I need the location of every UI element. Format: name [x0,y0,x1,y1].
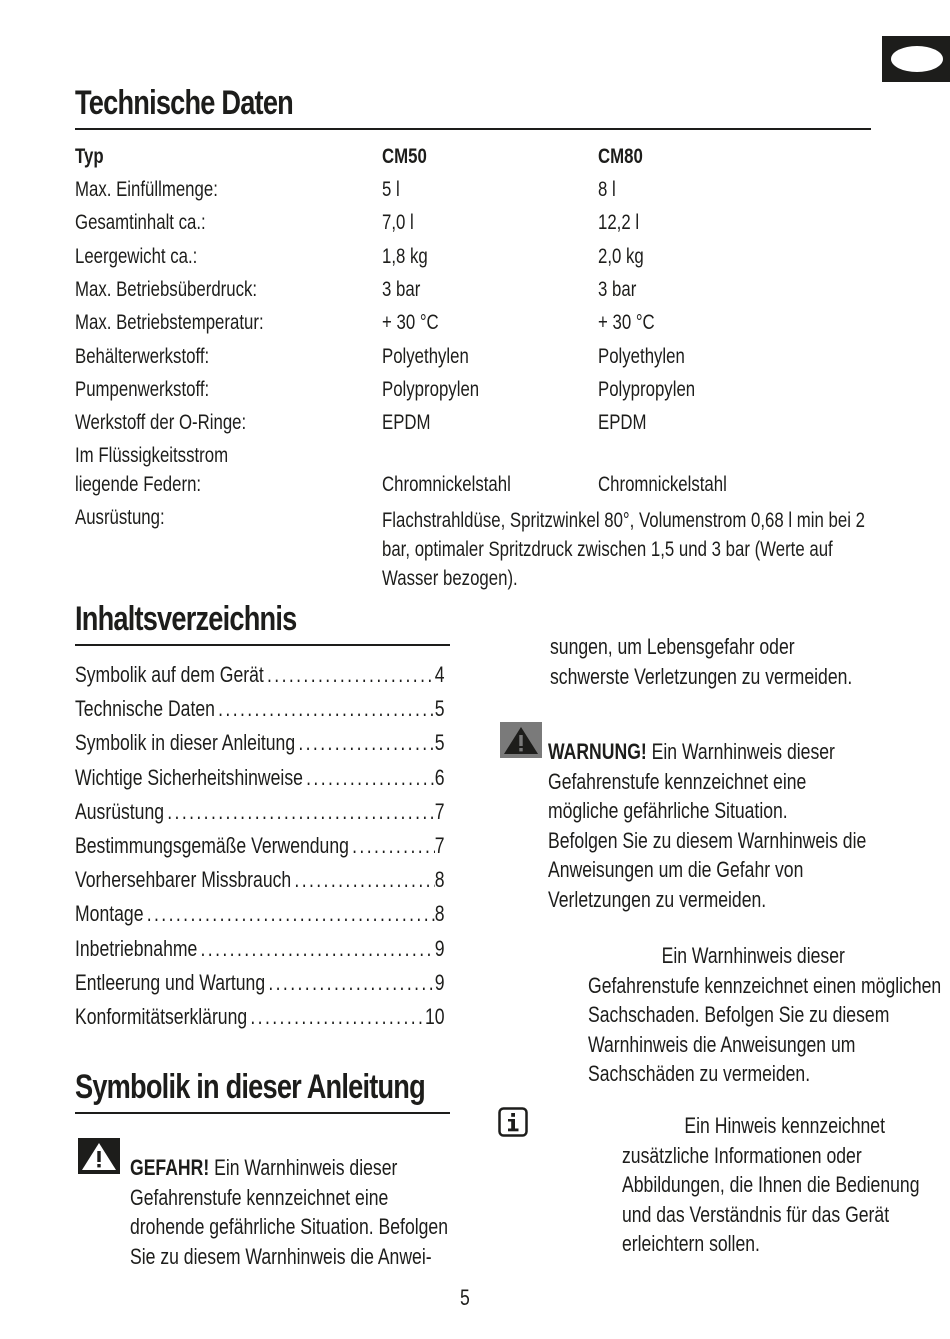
equipment-description: Flachstrahldüse, Spritzwinkel 80°, Volumenstrom 0,68 l min bei 2 bar, optimaler Spritzdruck zwischen 1,5 und 3 bar (Werte auf Wasser bezogen). [382,509,865,590]
symbolik-heading: Symbolik in dieser Anleitung [75,1068,425,1106]
toc-item[interactable]: Montage ..... 8 [75,897,445,931]
warning-text-2: Befolgen Sie zu diesem Warnhinweis die Anweisungen um die Gefahr von Verletzungen zu vermeiden. [548,827,867,912]
toc-item[interactable]: Symbolik auf dem Gerät ..... 4 [75,658,445,692]
spec-value-1: Polypropylen [382,378,480,401]
toc-item[interactable]: Bestimmungsgemäße Verwendung ..... 7 [75,829,445,863]
spec-value-2: + 30 °C [598,311,655,334]
table-of-contents [75,658,445,1034]
spec-header-model-2: CM80 [598,145,643,168]
spec-label: Im Flüssigkeitsstrom [75,444,229,467]
toc-item[interactable]: Vorhersehbarer Missbrauch ..... 8 [75,863,445,897]
spec-value-2: Polyethylen [598,345,685,368]
language-tab [882,36,950,82]
spec-label: Max. Betriebsüberdruck: [75,278,258,301]
toc-item[interactable]: Technische Daten ..... 5 [75,692,445,726]
spec-value-1: EPDM [382,411,431,434]
page-number: 5 [460,1285,470,1310]
spec-value-2: EPDM [598,411,647,434]
spec-value-1: Chromnickelstahl [382,473,511,496]
spec-value-2: 3 bar [598,278,637,301]
danger-notice [130,1153,448,1271]
warning-notice [548,737,870,914]
spec-label: Behälterwerkstoff: [75,345,210,368]
spec-label: Max. Betriebstemperatur: [75,311,264,334]
spec-label: liegende Federn: [75,473,202,496]
toc-item[interactable]: Konformitätserklärung ..... 10 [75,1000,445,1034]
spec-label: Max. Einfüllmenge: [75,178,218,201]
info-icon [498,1107,528,1137]
danger-notice-continued: sungen, um Lebensgefahr oder schwerste Verletzungen zu vermeiden. [550,634,853,689]
spec-value-1: 7,0 l [382,211,414,234]
spec-value-1: 1,8 kg [382,245,428,268]
spec-header-model-1: CM50 [382,145,427,168]
spec-value-1: 3 bar [382,278,421,301]
language-flag-icon [891,46,943,72]
caution-notice: Ein Warnhinweis dieser Gefahrenstufe kennzeichnet einen möglichen Sachschaden. Befolgen Sie zu diesem Warnhinweis die Anweisungen um Sachschäden zu vermeiden. [588,943,942,1086]
toc-rule [75,644,450,646]
spec-value-2: 8 l [598,178,616,201]
spec-label: Pumpenwerkstoff: [75,378,210,401]
danger-keyword: GEFAHR! [130,1155,210,1180]
spec-value-2: 12,2 l [598,211,640,234]
spec-value-1: + 30 °C [382,311,439,334]
tech-data-rule [75,128,871,130]
spec-label: Leergewicht ca.: [75,245,198,268]
danger-text: Ein Warnhinweis dieser Gefahrenstufe kennzeichnet eine drohende gefährliche Situation. Befolgen Sie zu diesem Warnhinweis die Anwei- [130,1155,449,1269]
toc-heading: Inhaltsverzeichnis [75,600,297,638]
spec-value-2: 2,0 kg [598,245,644,268]
tech-data-heading: Technische Daten [75,84,293,122]
danger-warning-icon [78,1138,120,1174]
spec-label: Gesamtinhalt ca.: [75,211,206,234]
spec-value-2: Polypropylen [598,378,696,401]
toc-item[interactable]: Wichtige Sicherheitshinweise ..... 6 [75,761,445,795]
symbolik-rule [75,1112,450,1114]
toc-item[interactable]: Inbetriebnahme ..... 9 [75,932,445,966]
toc-item[interactable]: Ausrüstung ..... 7 [75,795,445,829]
warning-icon [500,722,542,758]
spec-value-1: 5 l [382,178,400,201]
warning-keyword: WARNUNG! [548,739,647,764]
spec-value-1: Polyethylen [382,345,469,368]
spec-value-2: Chromnickelstahl [598,473,727,496]
info-notice: Ein Hinweis kennzeichnet zusätzliche Informationen oder Abbildungen, die Ihnen die Bedienung und das Verständnis für das Gerät erleichtern sollen. [622,1113,920,1256]
warning-text: Ein Warnhinweis dieser Gefahrenstufe kennzeichnet eine mögliche gefährliche Situation. [548,739,835,823]
toc-item[interactable]: Entleerung und Wartung ..... 9 [75,966,445,1000]
spec-label: Werkstoff der O-Ringe: [75,411,247,434]
toc-item[interactable]: Symbolik in dieser Anleitung ..... 5 [75,726,445,760]
spec-header-type: Typ [75,145,104,168]
spec-label: Ausrüstung: [75,506,165,529]
